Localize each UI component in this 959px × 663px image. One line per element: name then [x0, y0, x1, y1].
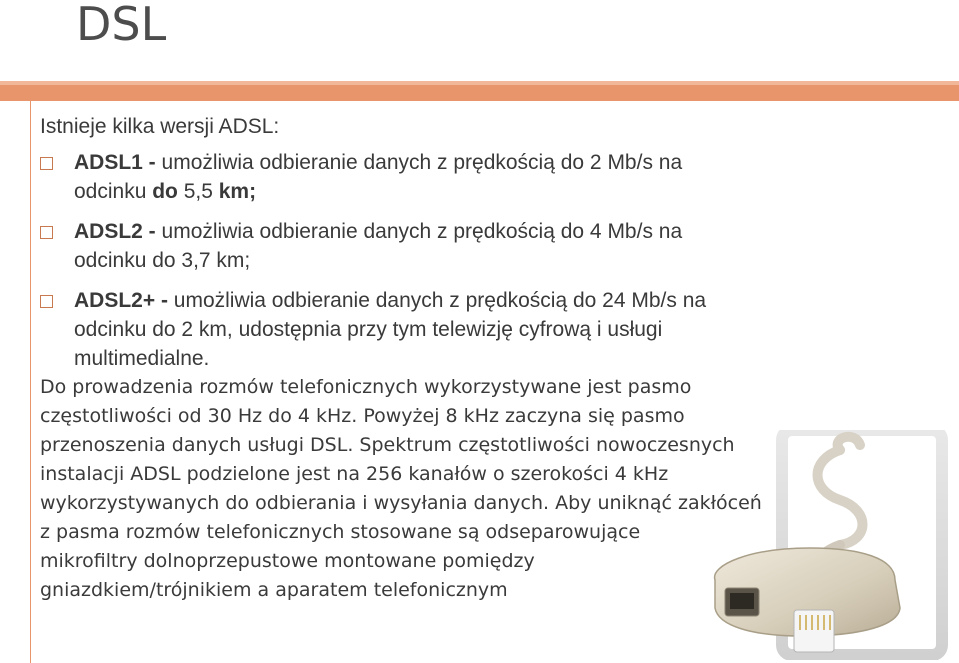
- bullet-term: ADSL1 -: [74, 151, 156, 174]
- paragraph-line: mikrofiltry dolnoprzepustowe montowane pomiędzy: [40, 550, 535, 572]
- title-accent-highlight: [0, 81, 959, 85]
- adsl-versions-list: [40, 148, 920, 373]
- bullet-text: multimedialne.: [74, 347, 210, 370]
- description-paragraph: [40, 373, 940, 605]
- bullet-bold: km;: [218, 180, 257, 203]
- paragraph-line: przenoszenia danych usługi DSL. Spektrum częstotliwości nowoczesnych: [40, 434, 735, 456]
- slide-title: DSL: [76, 0, 167, 51]
- left-vertical-rule: [30, 100, 31, 663]
- square-bullet-icon: [40, 226, 53, 239]
- bullet-text: odcinku do 2 km, udostępnia przy tym telewizję cyfrową i usługi: [74, 318, 663, 341]
- bullet-text: odcinku do 3,7 km;: [74, 249, 251, 272]
- bullet-term: ADSL2 -: [74, 220, 156, 243]
- bullet-text: umożliwia odbieranie danych z prędkością do 2 Mb/s na: [155, 151, 683, 174]
- square-bullet-icon: [40, 157, 53, 170]
- paragraph-line: Do prowadzenia rozmów telefonicznych wykorzystywane jest pasmo: [40, 376, 692, 398]
- intro-line: Istnieje kilka wersji ADSL:: [40, 115, 280, 138]
- bullet-bold: do: [152, 180, 178, 203]
- paragraph-line: gniazdkiem/trójnikiem a aparatem telefonicznym: [40, 579, 508, 601]
- square-bullet-icon: [40, 295, 53, 308]
- list-item-adsl1: [40, 148, 920, 206]
- paragraph-line: z pasma rozmów telefonicznych stosowane są odseparowujące: [40, 521, 641, 543]
- list-item-adsl2: [40, 217, 920, 275]
- bullet-text: umożliwia odbieranie danych z prędkością do 24 Mb/s na: [167, 289, 707, 312]
- list-item-adsl2plus: [40, 286, 920, 373]
- paragraph-line: częstotliwości od 30 Hz do 4 kHz. Powyżej 8 kHz zaczyna się pasmo: [40, 405, 685, 427]
- bullet-text: odcinku: [74, 180, 153, 203]
- paragraph-line: wykorzystywanych do odbierania i wysyłania danych. Aby uniknąć zakłóceń: [40, 492, 762, 514]
- bullet-term: ADSL2+ -: [74, 289, 168, 312]
- bullet-text: umożliwia odbieranie danych z prędkością do 4 Mb/s na: [155, 220, 683, 243]
- paragraph-line: instalacji ADSL podzielone jest na 256 kanałów o szerokości 4 kHz: [40, 463, 669, 485]
- bullet-text: 5,5: [177, 180, 219, 203]
